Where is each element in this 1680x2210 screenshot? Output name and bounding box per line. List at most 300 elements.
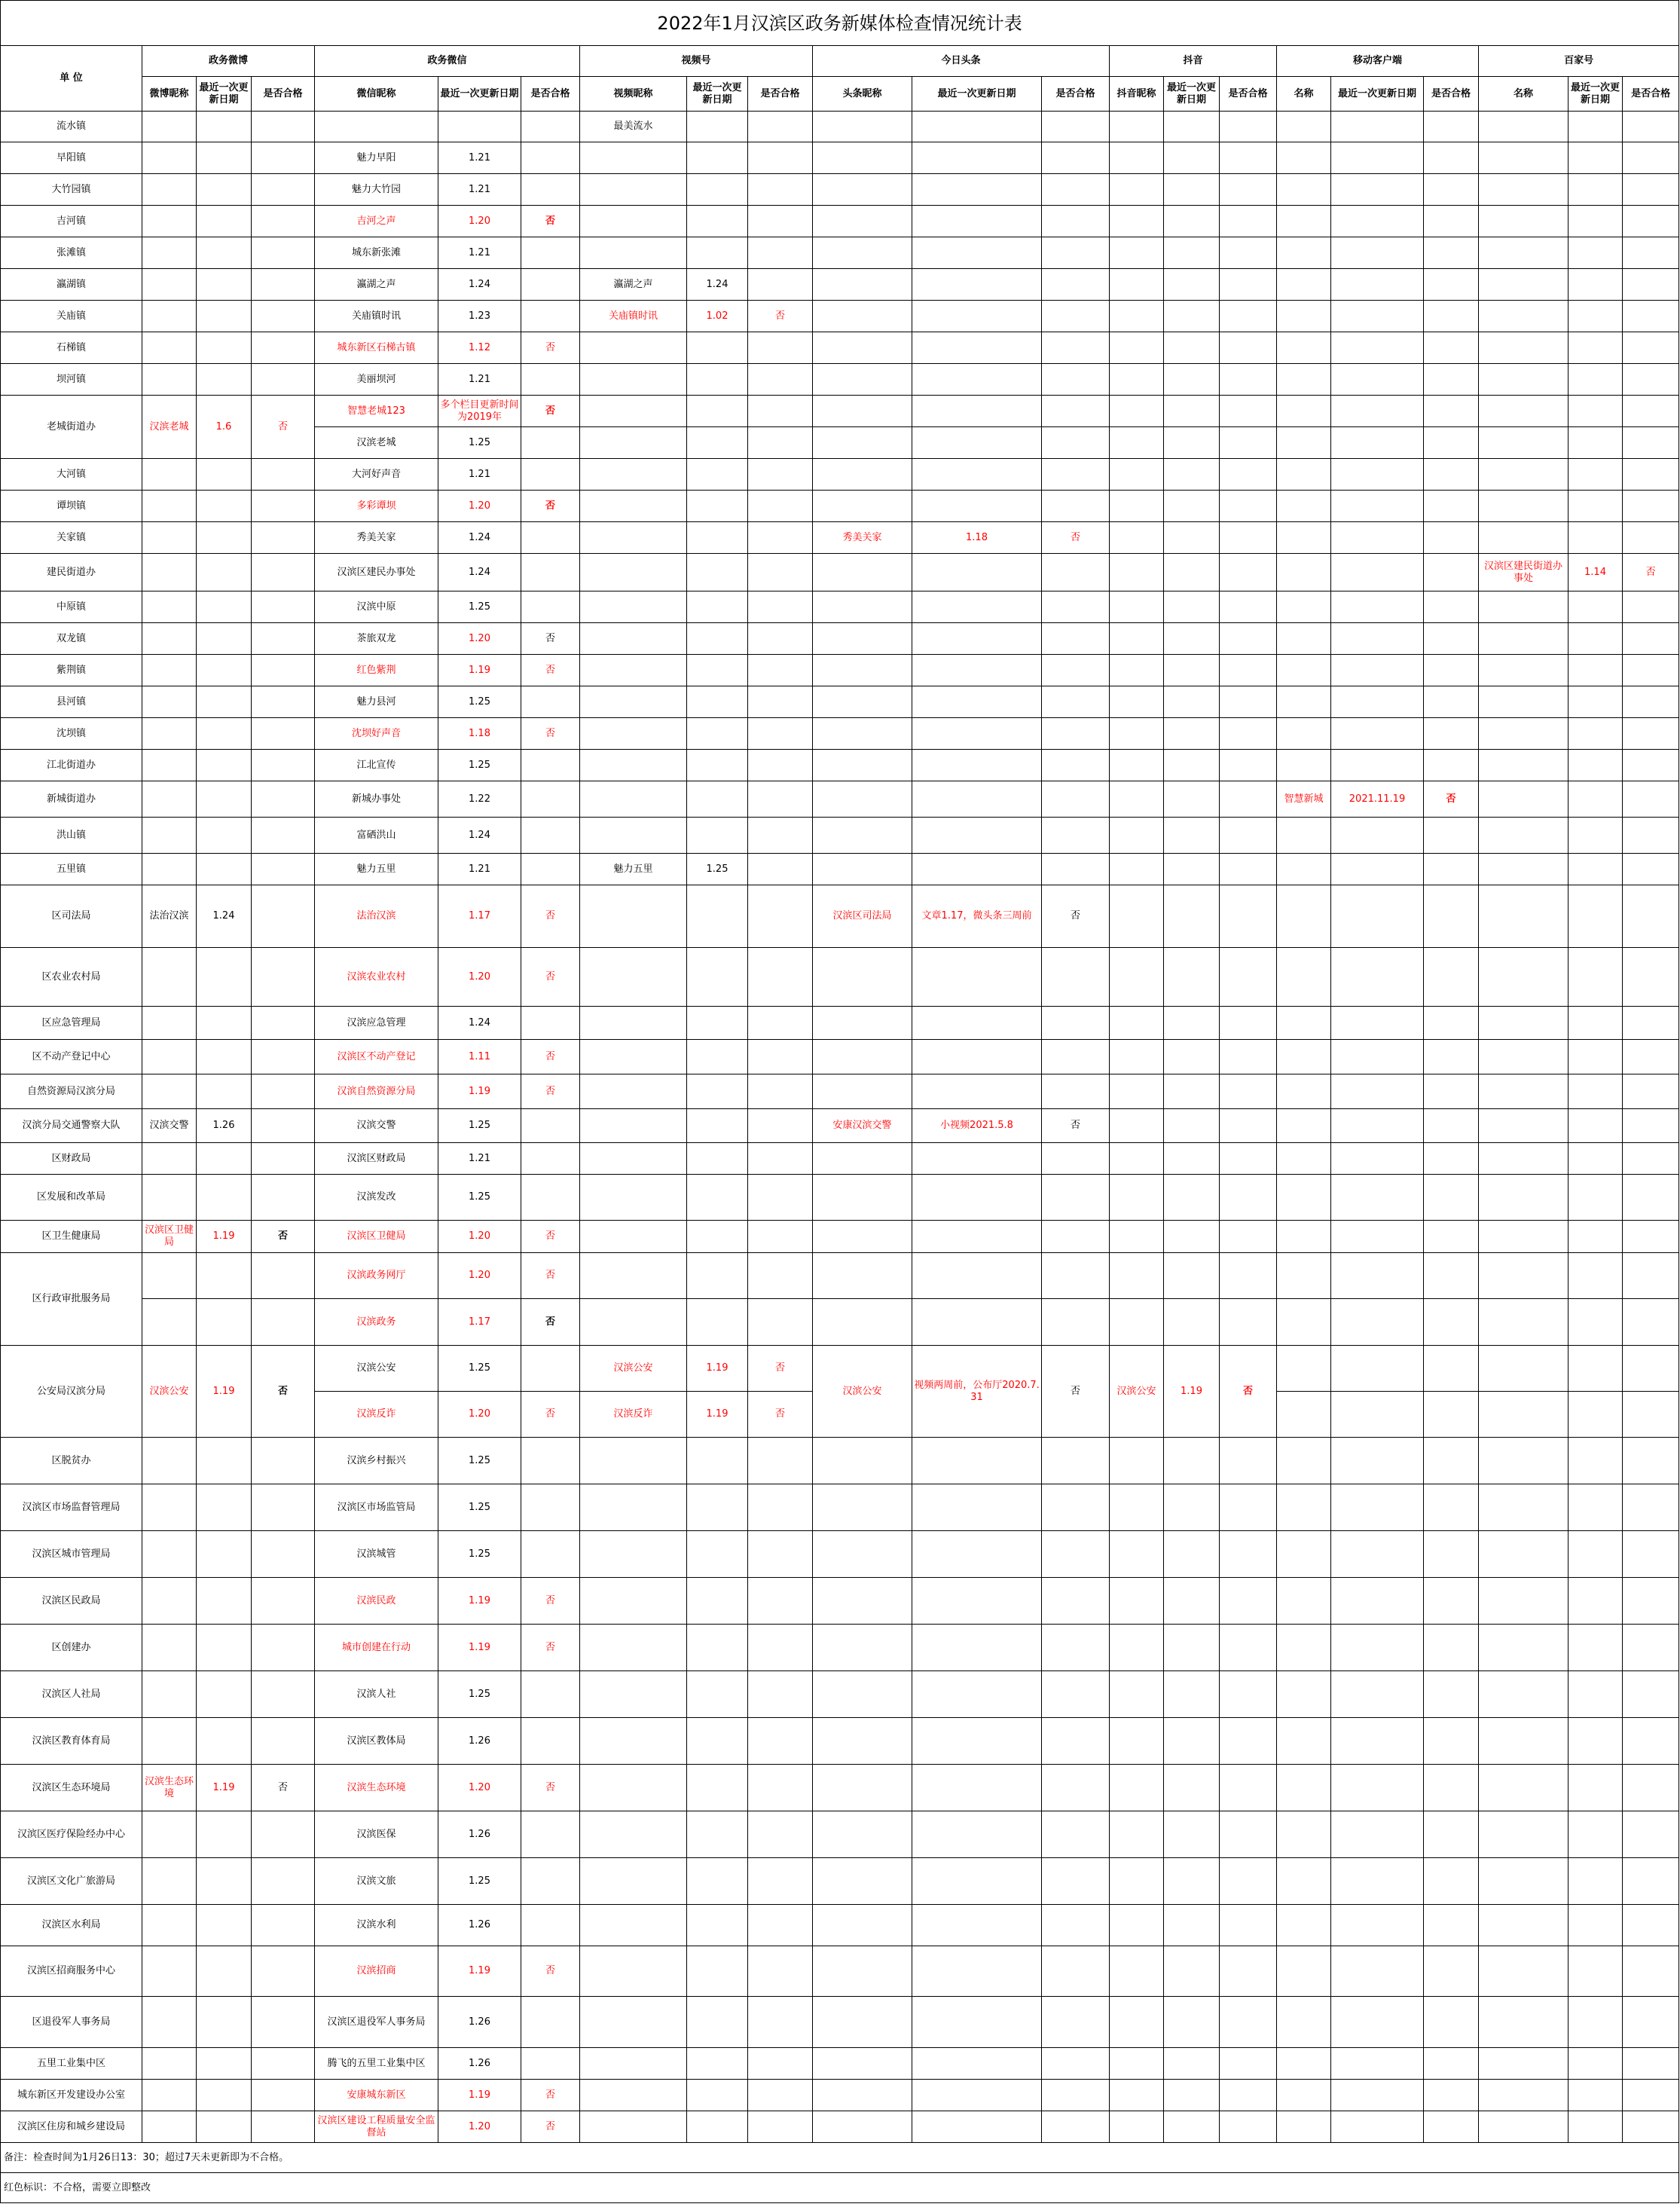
empty-cell: [1277, 1253, 1331, 1299]
empty-cell: [252, 1905, 315, 1946]
empty-cell: [813, 718, 912, 750]
empty-cell: [521, 1531, 580, 1578]
empty-cell: [912, 1625, 1042, 1671]
empty-cell: [1220, 1074, 1277, 1109]
empty-cell: [580, 174, 687, 206]
empty-cell: [521, 1484, 580, 1531]
empty-cell: [1623, 885, 1679, 948]
empty-cell: [1424, 591, 1479, 623]
table-cell: 汉滨交警: [315, 1109, 438, 1143]
empty-cell: [580, 237, 687, 269]
empty-cell: [1110, 1671, 1164, 1718]
empty-cell: [1569, 655, 1623, 686]
empty-cell: [197, 112, 252, 142]
empty-cell: [1110, 1718, 1164, 1765]
empty-cell: [1424, 686, 1479, 718]
empty-cell: [1479, 718, 1569, 750]
empty-cell: [1277, 623, 1331, 655]
empty-cell: [1277, 1175, 1331, 1221]
table-row: [1, 269, 1679, 301]
empty-cell: [748, 781, 813, 818]
empty-cell: [748, 1946, 813, 1997]
empty-cell: [748, 142, 813, 174]
empty-cell: [1424, 1221, 1479, 1253]
empty-cell: [748, 2080, 813, 2111]
empty-cell: [1479, 885, 1569, 948]
empty-cell: [1220, 459, 1277, 491]
unit-name-cell: 汉滨区教育体育局: [1, 1718, 142, 1765]
empty-cell: [1277, 174, 1331, 206]
empty-cell: [748, 396, 813, 427]
empty-cell: [1110, 174, 1164, 206]
empty-cell: [1331, 1905, 1424, 1946]
table-cell: 大河好声音: [315, 459, 438, 491]
empty-cell: [1331, 554, 1424, 591]
empty-cell: [687, 591, 748, 623]
empty-cell: [813, 781, 912, 818]
empty-cell: [1220, 1253, 1277, 1299]
empty-cell: [1042, 623, 1110, 655]
empty-cell: [142, 269, 197, 301]
table-cell: 否: [521, 1074, 580, 1109]
empty-cell: [1623, 1811, 1679, 1858]
empty-cell: [1164, 1074, 1220, 1109]
table-row: [1, 237, 1679, 269]
empty-cell: [1110, 459, 1164, 491]
empty-cell: [1042, 1175, 1110, 1221]
empty-cell: [142, 655, 197, 686]
empty-cell: [1569, 301, 1623, 332]
empty-cell: [1042, 1040, 1110, 1074]
table-cell: 否: [521, 1625, 580, 1671]
empty-cell: [1220, 522, 1277, 554]
empty-cell: [813, 1625, 912, 1671]
table-cell: 1.25: [438, 1175, 521, 1221]
table-cell: 汉滨招商: [315, 1946, 438, 1997]
empty-cell: [687, 750, 748, 781]
empty-cell: [1164, 332, 1220, 364]
empty-cell: [912, 1040, 1042, 1074]
table-cell: 汉滨区建民办事处: [315, 554, 438, 591]
footnote-inspection-time: 备注：检查时间为1月26日13：30；超过7天未更新即为不合格。: [1, 2143, 1679, 2173]
empty-cell: [748, 1765, 813, 1811]
empty-cell: [197, 522, 252, 554]
empty-cell: [1220, 948, 1277, 1007]
table-row: [1, 750, 1679, 781]
empty-cell: [521, 1718, 580, 1765]
empty-cell: [1220, 1997, 1277, 2048]
empty-cell: [687, 2111, 748, 2143]
group-header-mobile-app: 移动客户端: [1277, 46, 1479, 77]
group-header-toutiao: 今日头条: [813, 46, 1110, 77]
empty-cell: [1479, 112, 1569, 142]
empty-cell: [1331, 1811, 1424, 1858]
empty-cell: [1569, 522, 1623, 554]
empty-cell: [1479, 459, 1569, 491]
table-cell: 汉滨区司法局: [813, 885, 912, 948]
table-cell: 否: [521, 623, 580, 655]
empty-cell: [687, 1484, 748, 1531]
empty-cell: [197, 2048, 252, 2080]
empty-cell: [687, 2048, 748, 2080]
empty-cell: [197, 1858, 252, 1905]
table-cell: 1.24: [197, 885, 252, 948]
empty-cell: [580, 396, 687, 427]
empty-cell: [1424, 427, 1479, 459]
table-row: [1, 1175, 1679, 1221]
empty-cell: [912, 1438, 1042, 1484]
empty-cell: [1220, 396, 1277, 427]
empty-cell: [687, 1671, 748, 1718]
empty-cell: [1479, 206, 1569, 237]
table-row: [1, 2080, 1679, 2111]
empty-cell: [1569, 174, 1623, 206]
empty-cell: [1277, 554, 1331, 591]
empty-cell: [521, 142, 580, 174]
empty-cell: [1164, 2080, 1220, 2111]
empty-cell: [252, 1625, 315, 1671]
empty-cell: [1479, 332, 1569, 364]
table-cell: 否: [521, 1946, 580, 1997]
empty-cell: [521, 854, 580, 885]
empty-cell: [252, 854, 315, 885]
empty-cell: [1424, 1946, 1479, 1997]
table-cell: 1.23: [438, 301, 521, 332]
empty-cell: [1110, 781, 1164, 818]
table-cell: 多个栏目更新时间为2019年: [438, 396, 521, 427]
empty-cell: [1164, 522, 1220, 554]
table-cell: 富硒洪山: [315, 818, 438, 854]
empty-cell: [1164, 1143, 1220, 1175]
unit-name-cell: 汉滨区市场监督管理局: [1, 1484, 142, 1531]
table-row: [1, 206, 1679, 237]
empty-cell: [1110, 1905, 1164, 1946]
unit-name-cell: 老城街道办: [1, 396, 142, 459]
empty-cell: [748, 1531, 813, 1578]
table-cell: 否: [252, 1221, 315, 1253]
group-header-baijiahao: 百家号: [1479, 46, 1679, 77]
unit-name-cell: 区不动产登记中心: [1, 1040, 142, 1074]
empty-cell: [1110, 142, 1164, 174]
empty-cell: [1042, 1905, 1110, 1946]
empty-cell: [748, 655, 813, 686]
empty-cell: [1277, 1718, 1331, 1765]
empty-cell: [1110, 655, 1164, 686]
empty-cell: [1331, 174, 1424, 206]
empty-cell: [252, 269, 315, 301]
empty-cell: [687, 332, 748, 364]
empty-cell: [1569, 1253, 1623, 1299]
table-cell: 汉滨公安: [1110, 1346, 1164, 1438]
table-cell: 汉滨公安: [315, 1346, 438, 1392]
empty-cell: [1569, 2080, 1623, 2111]
empty-cell: [1042, 554, 1110, 591]
table-row: [1, 1346, 1679, 1392]
table-cell: 汉滨公安: [142, 1346, 197, 1438]
empty-cell: [1623, 332, 1679, 364]
empty-cell: [1569, 885, 1623, 948]
empty-cell: [521, 1671, 580, 1718]
empty-cell: [912, 1905, 1042, 1946]
empty-cell: [1569, 818, 1623, 854]
empty-cell: [1277, 1997, 1331, 2048]
unit-name-cell: 公安局汉滨分局: [1, 1346, 142, 1438]
empty-cell: [813, 427, 912, 459]
table-cell: 汉滨区建设工程质量安全监督站: [315, 2111, 438, 2143]
empty-cell: [1220, 112, 1277, 142]
empty-cell: [521, 112, 580, 142]
empty-cell: [197, 1299, 252, 1346]
table-cell: 1.20: [438, 2111, 521, 2143]
empty-cell: [1479, 1438, 1569, 1484]
empty-cell: [748, 364, 813, 396]
empty-cell: [1220, 237, 1277, 269]
empty-cell: [1331, 1253, 1424, 1299]
empty-cell: [748, 1109, 813, 1143]
empty-cell: [748, 750, 813, 781]
table-cell: 否: [521, 1765, 580, 1811]
empty-cell: [748, 1253, 813, 1299]
empty-cell: [580, 781, 687, 818]
empty-cell: [142, 206, 197, 237]
empty-cell: [1220, 1484, 1277, 1531]
empty-cell: [1220, 1040, 1277, 1074]
empty-cell: [1331, 2111, 1424, 2143]
empty-cell: [1220, 427, 1277, 459]
empty-cell: [1164, 1007, 1220, 1040]
table-row: [1, 1997, 1679, 2048]
empty-cell: [1277, 1143, 1331, 1175]
empty-cell: [813, 1765, 912, 1811]
empty-cell: [1277, 1007, 1331, 1040]
empty-cell: [521, 750, 580, 781]
empty-cell: [1110, 1175, 1164, 1221]
empty-cell: [1277, 522, 1331, 554]
empty-cell: [1331, 1718, 1424, 1765]
empty-cell: [142, 1811, 197, 1858]
table-cell: 秀美关家: [315, 522, 438, 554]
table-cell: 新城办事处: [315, 781, 438, 818]
empty-cell: [1569, 332, 1623, 364]
empty-cell: [1623, 1718, 1679, 1765]
table-cell: 否: [521, 396, 580, 427]
empty-cell: [1569, 1074, 1623, 1109]
empty-cell: [687, 718, 748, 750]
empty-cell: [1042, 427, 1110, 459]
empty-cell: [142, 1253, 197, 1299]
empty-cell: [687, 459, 748, 491]
table-cell: 汉滨生态环境: [315, 1765, 438, 1811]
table-cell: 智慧老城123: [315, 396, 438, 427]
table-cell: 汉滨公安: [580, 1346, 687, 1392]
table-cell: 美丽坝河: [315, 364, 438, 396]
empty-cell: [813, 1143, 912, 1175]
empty-cell: [1042, 948, 1110, 1007]
empty-cell: [1569, 948, 1623, 1007]
empty-cell: [580, 1175, 687, 1221]
empty-cell: [1623, 854, 1679, 885]
empty-cell: [1164, 1531, 1220, 1578]
empty-cell: [142, 522, 197, 554]
empty-cell: [142, 591, 197, 623]
empty-cell: [142, 332, 197, 364]
empty-cell: [521, 591, 580, 623]
empty-cell: [813, 1946, 912, 1997]
table-row: [1, 174, 1679, 206]
empty-cell: [1110, 1858, 1164, 1905]
table-row: [1, 718, 1679, 750]
empty-cell: [1479, 1625, 1569, 1671]
empty-cell: [580, 1811, 687, 1858]
empty-cell: [142, 948, 197, 1007]
empty-cell: [580, 2080, 687, 2111]
empty-cell: [580, 623, 687, 655]
empty-cell: [142, 718, 197, 750]
empty-cell: [1424, 948, 1479, 1007]
empty-cell: [813, 1858, 912, 1905]
empty-cell: [142, 112, 197, 142]
empty-cell: [912, 1997, 1042, 2048]
empty-cell: [1164, 591, 1220, 623]
empty-cell: [1220, 854, 1277, 885]
unit-name-cell: 中原镇: [1, 591, 142, 623]
empty-cell: [813, 1671, 912, 1718]
empty-cell: [142, 854, 197, 885]
empty-cell: [813, 2080, 912, 2111]
table-cell: 否: [1424, 781, 1479, 818]
empty-cell: [1164, 818, 1220, 854]
empty-cell: [1331, 396, 1424, 427]
empty-cell: [1042, 332, 1110, 364]
empty-cell: [748, 623, 813, 655]
empty-cell: [1479, 1531, 1569, 1578]
empty-cell: [1424, 206, 1479, 237]
empty-cell: [1164, 269, 1220, 301]
empty-cell: [1110, 364, 1164, 396]
empty-cell: [687, 1040, 748, 1074]
empty-cell: [1164, 1253, 1220, 1299]
unit-name-cell: 洪山镇: [1, 818, 142, 854]
empty-cell: [1164, 206, 1220, 237]
empty-cell: [1220, 1531, 1277, 1578]
empty-cell: [1569, 1578, 1623, 1625]
empty-cell: [687, 522, 748, 554]
unit-name-cell: 瀛湖镇: [1, 269, 142, 301]
table-cell: 1.20: [438, 1221, 521, 1253]
empty-cell: [1110, 522, 1164, 554]
table-row: [1, 1074, 1679, 1109]
empty-cell: [252, 1074, 315, 1109]
empty-cell: [1164, 364, 1220, 396]
empty-cell: [687, 1946, 748, 1997]
empty-cell: [1623, 1253, 1679, 1299]
empty-cell: [252, 237, 315, 269]
empty-cell: [1331, 885, 1424, 948]
empty-cell: [197, 142, 252, 174]
table-cell: 1.20: [438, 1765, 521, 1811]
unit-name-cell: 建民街道办: [1, 554, 142, 591]
empty-cell: [1331, 1858, 1424, 1905]
empty-cell: [580, 1625, 687, 1671]
empty-cell: [142, 1578, 197, 1625]
empty-cell: [1277, 686, 1331, 718]
empty-cell: [1220, 554, 1277, 591]
empty-cell: [813, 750, 912, 781]
table-cell: 1.25: [438, 1109, 521, 1143]
empty-cell: [1042, 206, 1110, 237]
empty-cell: [813, 174, 912, 206]
empty-cell: [580, 1578, 687, 1625]
empty-cell: [1164, 854, 1220, 885]
column-header: 头条昵称: [813, 77, 912, 112]
table-cell: 法治汉滨: [142, 885, 197, 948]
empty-cell: [1569, 854, 1623, 885]
empty-cell: [197, 1997, 252, 2048]
table-cell: 否: [1623, 554, 1679, 591]
empty-cell: [1277, 491, 1331, 522]
table-cell: 视频两周前，公布厅2020.7.31: [912, 1346, 1042, 1438]
table-cell: 1.24: [438, 554, 521, 591]
empty-cell: [1331, 1671, 1424, 1718]
empty-cell: [1042, 781, 1110, 818]
table-cell: 1.26: [438, 1811, 521, 1858]
empty-cell: [1424, 885, 1479, 948]
empty-cell: [1164, 1625, 1220, 1671]
empty-cell: [1277, 1299, 1331, 1346]
unit-name-cell: 区发展和改革局: [1, 1175, 142, 1221]
empty-cell: [1569, 1392, 1623, 1438]
table-cell: 汉滨反诈: [580, 1392, 687, 1438]
empty-cell: [1479, 623, 1569, 655]
empty-cell: [1164, 655, 1220, 686]
empty-cell: [1331, 332, 1424, 364]
unit-name-cell: 汉滨区水利局: [1, 1905, 142, 1946]
empty-cell: [912, 1221, 1042, 1253]
empty-cell: [748, 1438, 813, 1484]
empty-cell: [1277, 1221, 1331, 1253]
empty-cell: [1042, 269, 1110, 301]
empty-cell: [521, 522, 580, 554]
empty-cell: [1569, 1625, 1623, 1671]
empty-cell: [1164, 948, 1220, 1007]
empty-cell: [1277, 591, 1331, 623]
empty-cell: [1569, 686, 1623, 718]
empty-cell: [912, 364, 1042, 396]
empty-cell: [1331, 655, 1424, 686]
table-cell: 否: [521, 2111, 580, 2143]
group-header-wechat: 政务微信: [315, 46, 580, 77]
empty-cell: [1110, 1765, 1164, 1811]
unit-name-cell: 江北街道办: [1, 750, 142, 781]
empty-cell: [912, 332, 1042, 364]
group-header-channels: 视频号: [580, 46, 813, 77]
table-row: [1, 1811, 1679, 1858]
empty-cell: [252, 1997, 315, 2048]
table-row: [1, 781, 1679, 818]
empty-cell: [748, 1007, 813, 1040]
empty-cell: [687, 427, 748, 459]
table-row: [1, 2048, 1679, 2080]
column-header: 抖音昵称: [1110, 77, 1164, 112]
empty-cell: [1164, 1438, 1220, 1484]
table-cell: 1.24: [438, 269, 521, 301]
empty-cell: [1424, 1299, 1479, 1346]
empty-cell: [1331, 1578, 1424, 1625]
empty-cell: [1277, 1346, 1331, 1392]
empty-cell: [912, 818, 1042, 854]
empty-cell: [813, 301, 912, 332]
empty-cell: [1042, 1997, 1110, 2048]
